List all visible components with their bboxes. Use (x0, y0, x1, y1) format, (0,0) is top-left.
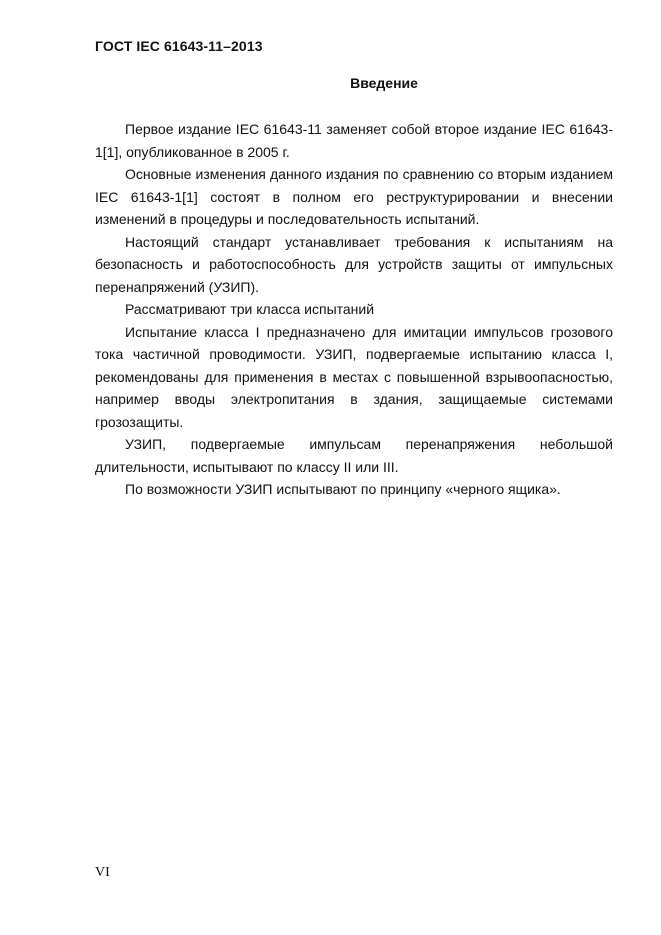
paragraph-7: По возможности УЗИП испытывают по принципу «черного ящика». (125, 481, 561, 497)
paragraph-3: Настоящий стандарт устанавливает требования к испытаниям на безопасность и работоспособность для устройств защиты от импульсных перенапряжений (УЗИП). (95, 233, 613, 295)
paragraph-4: Рассматривают три класса испытаний (125, 301, 375, 317)
paragraph-5: Испытание класса I предназначено для имитации импульсов грозового тока частичной проводимости. УЗИП, подвергаемые испытанию класса I, рекомендованы для применения в местах с повышенной взрывоопасностью, например вводы электропитания в здания, защищаемые системами грозозащиты. (95, 323, 613, 430)
paragraph-6: УЗИП, подвергаемые импульсам перенапряжения небольшой длительности, испытывают по классу II или III. (95, 436, 613, 475)
body-text (95, 118, 613, 501)
page-number: VI (95, 865, 110, 880)
section-title: Введение (350, 75, 418, 91)
document-code-header: ГОСТ IEC 61643-11–2013 (95, 38, 263, 54)
paragraph-2: Основные изменения данного издания по сравнению со вторым изданием IEC 61643-1[1] состоят в полном его реструктурировании и внесении изменений в процедуры и последовательность испытаний. (95, 166, 613, 227)
paragraph-1: Первое издание IEC 61643-11 заменяет собой второе издание IEC 61643-1[1], опубликованное в 2005 г. (95, 121, 613, 160)
